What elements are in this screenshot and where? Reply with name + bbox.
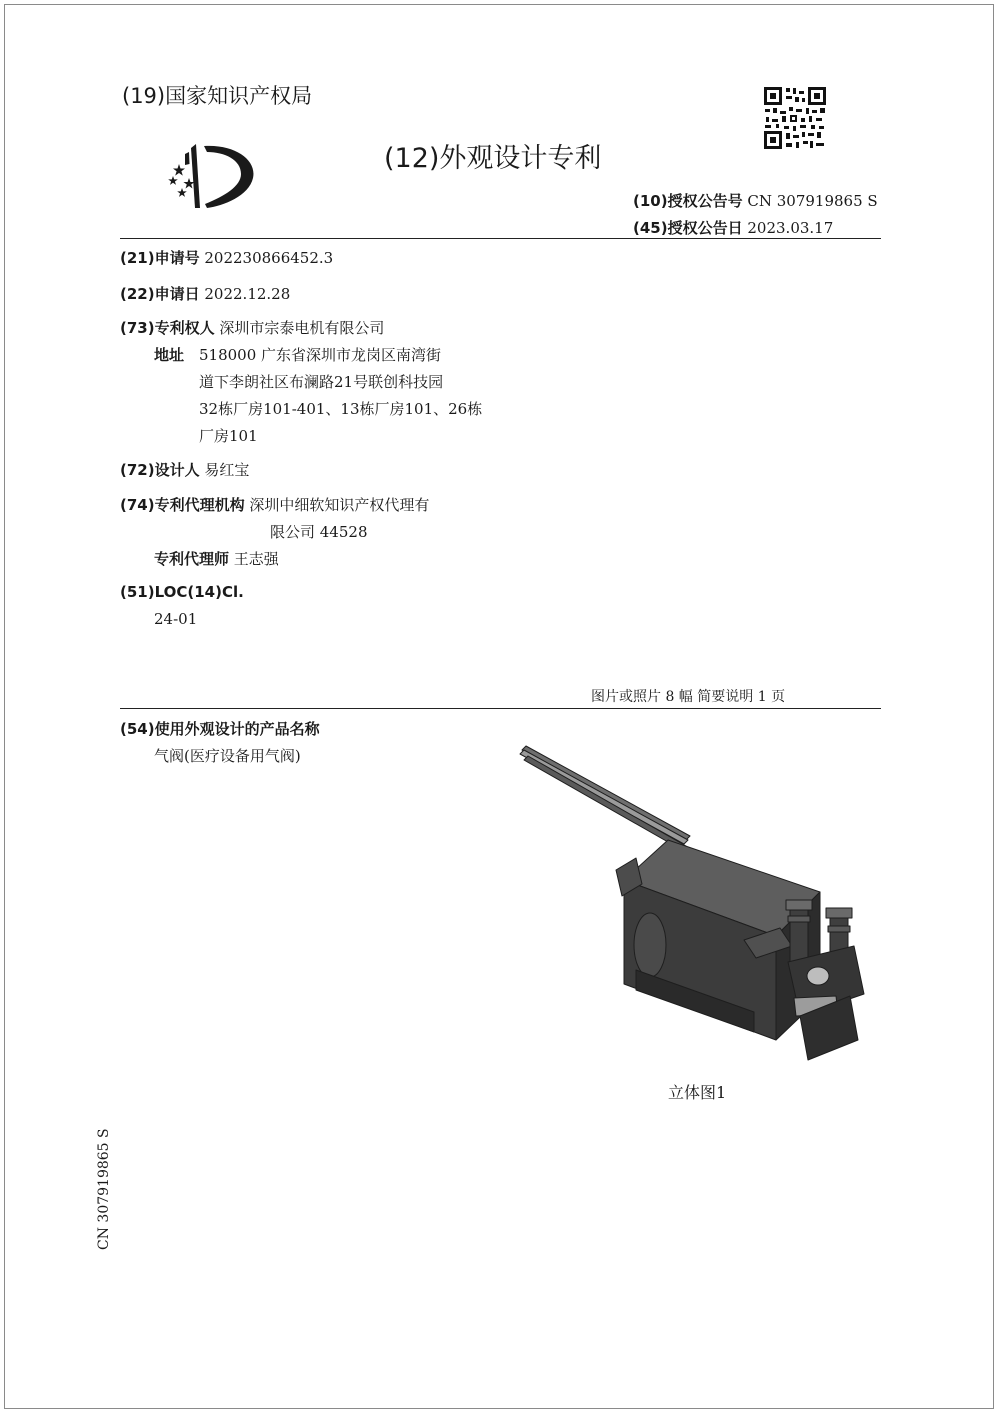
image-count-note: 图片或照片 8 幅 简要说明 1 页 [591,689,786,705]
header-divider [120,238,881,239]
product-name-row [154,745,301,766]
application-date-value: 2022.12.28 [204,285,291,303]
address-line: 道下李朗社区布澜路21号联创科技园 [199,373,444,391]
application-number-label: (21)申请号 [120,249,200,267]
figure-caption: 立体图1 [668,1083,727,1102]
cnipa-logo-icon [165,138,260,213]
agency-label: (74)专利代理机构 [120,496,245,514]
application-number-row [120,247,333,268]
agent-label: 专利代理师 [154,550,230,568]
address-line: 32栋厂房101-401、13栋厂房101、26栋 [199,400,483,418]
publication-date-label: (45)授权公告日 [633,219,743,237]
side-publication-number: CN 307919865 S [96,1128,112,1250]
address-label-text: 地址 [154,346,185,364]
address-line: 518000 广东省深圳市龙岗区南湾街 [199,346,442,364]
document-type-title: (12)外观设计专利 [384,143,602,174]
designer-value: 易红宝 [204,461,250,479]
publication-number-label: (10)授权公告号 [633,192,743,210]
page-border [4,4,994,1409]
product-name-label-row [120,718,320,739]
publication-date-value: 2023.03.17 [747,219,834,237]
address-label [154,344,184,365]
designer-label: (72)设计人 [120,461,200,479]
patentee-value: 深圳市宗泰电机有限公司 [219,319,385,337]
agent-row [154,548,279,569]
agency-value-line2-text: 限公司 44528 [270,523,368,541]
qr-code-icon [762,85,828,151]
loc-value-row [154,610,197,628]
loc-value: 24-01 [154,610,198,628]
product-name-label: (54)使用外观设计的产品名称 [120,720,320,738]
valve-perspective-figure [518,740,880,1065]
loc-label-row [120,583,244,601]
patentee-label: (73)专利权人 [120,319,215,337]
publication-number-row [633,190,878,211]
agency-row [120,494,429,515]
patentee-row [120,317,384,338]
designer-row [120,459,249,480]
agency-value-line2 [270,521,368,542]
application-number-value: 202230866452.3 [204,249,334,267]
publication-number-value: CN 307919865 S [747,192,878,210]
publication-date-row [633,217,833,238]
application-date-label: (22)申请日 [120,285,200,303]
application-date-row [120,283,290,304]
agent-value: 王志强 [233,550,279,568]
product-name-value: 气阀(医疗设备用气阀) [154,747,301,765]
loc-label: (51)LOC(14)Cl. [120,583,244,601]
office-name: (19)国家知识产权局 [122,84,313,108]
product-divider [120,708,881,709]
agency-value: 深圳中细软知识产权代理有 [249,496,430,514]
address-line: 厂房101 [199,427,258,445]
